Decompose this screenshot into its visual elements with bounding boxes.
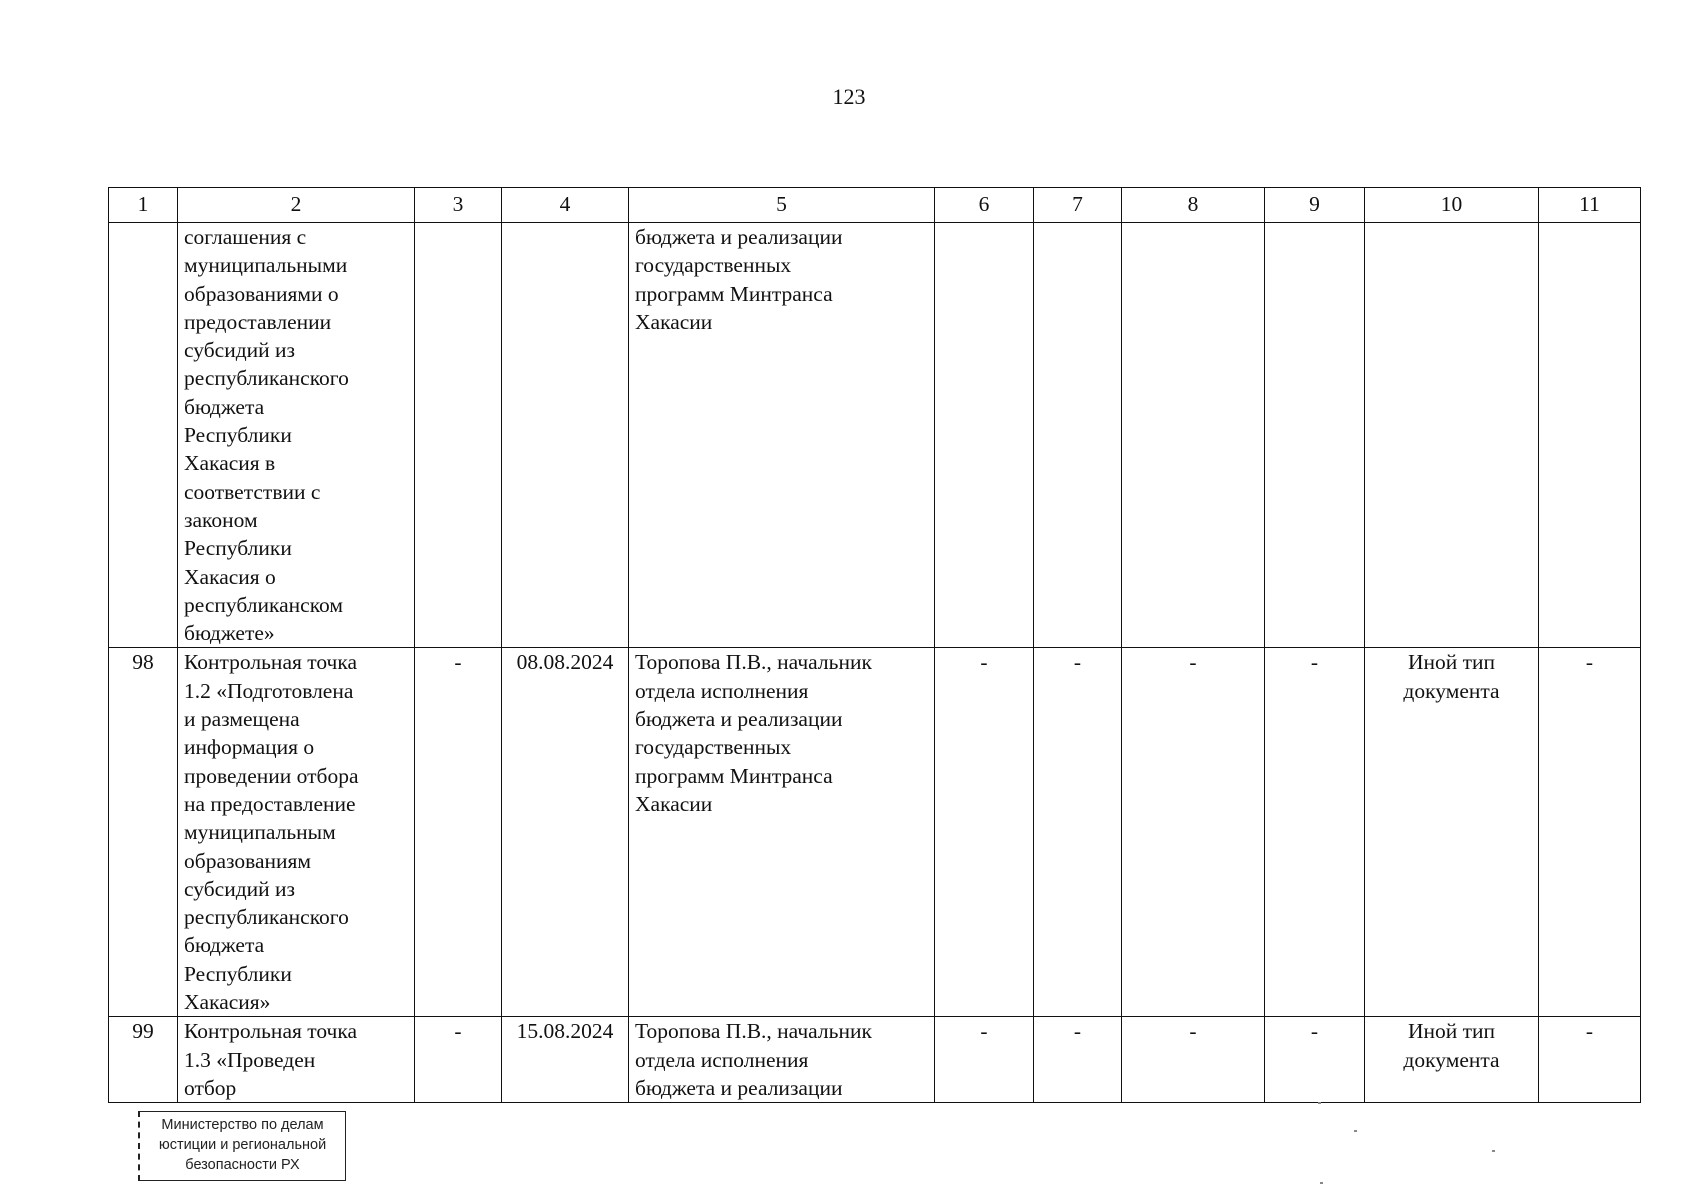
scan-speck — [1320, 1182, 1323, 1184]
page-number: 123 — [832, 84, 866, 109]
table-cell: - — [1265, 648, 1365, 1017]
stamp-line: юстиции и региональной — [158, 1137, 327, 1153]
document-type-cell: Иной тип документа — [1365, 1017, 1539, 1103]
header-cell: 2 — [178, 188, 415, 223]
row-number-cell: 99 — [109, 1017, 178, 1103]
table-header-row — [109, 188, 1641, 223]
table-row — [109, 648, 1641, 1017]
row-number-cell — [109, 223, 178, 648]
table-cell — [1034, 223, 1122, 648]
table-cell — [1539, 223, 1641, 648]
stamp-line: Министерство по делам — [161, 1117, 324, 1133]
table-cell — [1122, 223, 1265, 648]
document-type-cell: Иной тип документа — [1365, 648, 1539, 1017]
event-name-cell: соглашения с муниципальными образованиями о предоставлении субсидий из республиканского бюджета Республики Хакасия в соответствии с законом Республики Хакасия о республиканском бюджете» — [178, 223, 415, 648]
table-cell: - — [1034, 1017, 1122, 1103]
header-cell: 11 — [1539, 188, 1641, 223]
table-cell: - — [1539, 648, 1641, 1017]
header-cell: 9 — [1265, 188, 1365, 223]
header-cell: 7 — [1034, 188, 1122, 223]
table-cell — [935, 223, 1034, 648]
header-cell: 3 — [415, 188, 502, 223]
responsible-cell: бюджета и реализации государственных программ Минтранса Хакасии — [629, 223, 935, 648]
header-cell: 4 — [502, 188, 629, 223]
scan-speck — [1354, 1130, 1357, 1132]
plan-table — [108, 187, 1641, 1103]
scan-speck — [1492, 1150, 1495, 1152]
table-cell: - — [1122, 648, 1265, 1017]
event-name-cell: Контрольная точка 1.3 «Проведен отбор — [178, 1017, 415, 1103]
date-cell: 08.08.2024 — [502, 648, 629, 1017]
table-cell: - — [1122, 1017, 1265, 1103]
responsible-cell: Торопова П.В., начальник отдела исполнения бюджета и реализации — [629, 1017, 935, 1103]
table-cell — [415, 223, 502, 648]
date-cell — [502, 223, 629, 648]
table-cell: - — [415, 648, 502, 1017]
table-cell: - — [1265, 1017, 1365, 1103]
header-cell: 10 — [1365, 188, 1539, 223]
header-cell: 1 — [109, 188, 178, 223]
table-cell — [1265, 223, 1365, 648]
table-row — [109, 1017, 1641, 1103]
date-cell: 15.08.2024 — [502, 1017, 629, 1103]
table-cell: - — [1539, 1017, 1641, 1103]
table-cell: - — [935, 648, 1034, 1017]
header-cell: 5 — [629, 188, 935, 223]
table-cell: - — [935, 1017, 1034, 1103]
document-type-cell — [1365, 223, 1539, 648]
header-cell: 8 — [1122, 188, 1265, 223]
stamp-line: безопасности РХ — [185, 1157, 300, 1173]
table-row — [109, 223, 1641, 648]
table-cell: - — [415, 1017, 502, 1103]
row-number-cell: 98 — [109, 648, 178, 1017]
table-cell: - — [1034, 648, 1122, 1017]
scan-speck — [1318, 1102, 1321, 1104]
ministry-stamp — [138, 1111, 346, 1181]
event-name-cell: Контрольная точка 1.2 «Подготовлена и размещена информация о проведении отбора на предоставление муниципальным образованиям субсидий из республиканского бюджета Республики Хакасия» — [178, 648, 415, 1017]
responsible-cell: Торопова П.В., начальник отдела исполнения бюджета и реализации государственных программ Минтранса Хакасии — [629, 648, 935, 1017]
header-cell: 6 — [935, 188, 1034, 223]
